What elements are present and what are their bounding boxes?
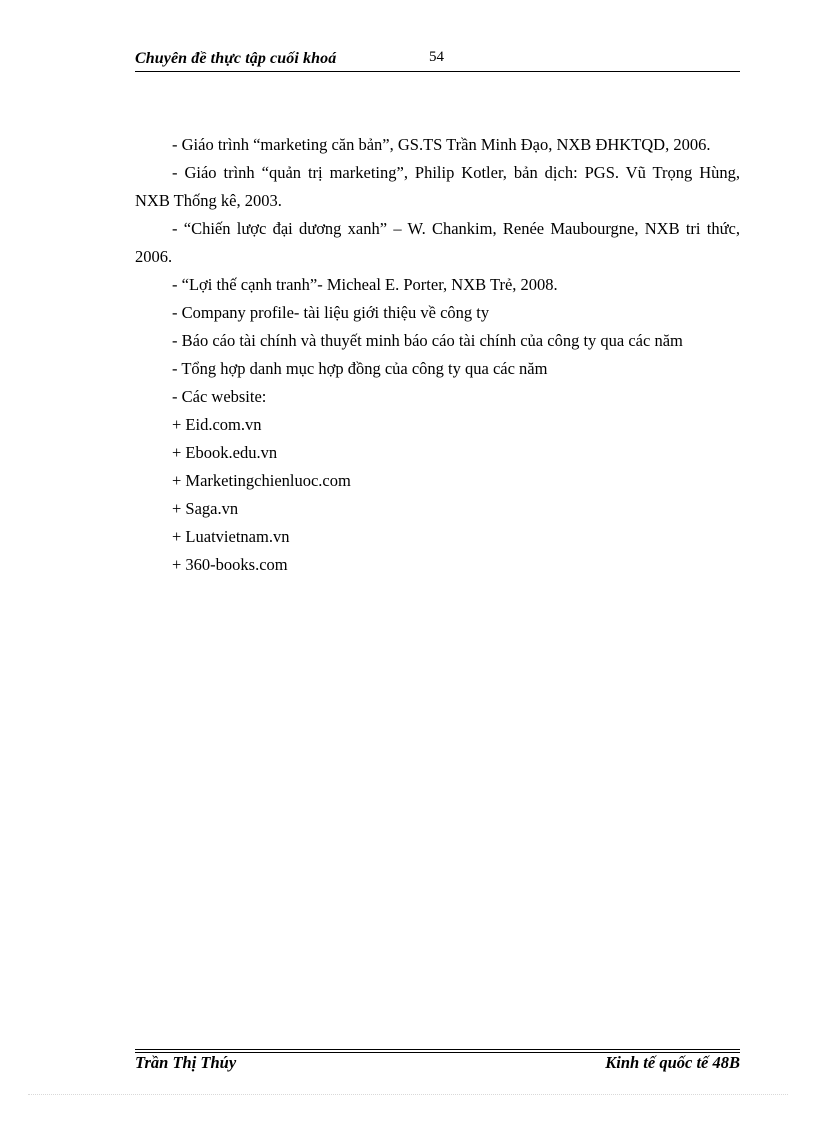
header-divider [135,71,740,72]
page-number: 54 [429,49,444,65]
reference-item: - Giáo trình “quản trị marketing”, Philip Kotler, bản dịch: PGS. Vũ Trọng Hùng, NXB Thống kê, 2003. [135,163,740,210]
website-item: + Ebook.edu.vn [172,443,278,462]
website-item: + Eid.com.vn [172,415,262,434]
page-footer [135,1053,740,1077]
footer-divider [135,1049,740,1050]
page-header [135,50,740,72]
website-item: + 360-books.com [172,555,288,574]
website-item: + Saga.vn [172,499,239,518]
reference-item: - Tổng hợp danh mục hợp đồng của công ty qua các năm [172,359,548,378]
reference-item: - Giáo trình “marketing căn bản”, GS.TS Trần Minh Đạo, NXB ĐHKTQD, 2006. [172,135,711,154]
footer-class: Kinh tế quốc tế 48B [605,1053,740,1072]
reference-item: - Company profile- tài liệu giới thiệu về công ty [172,303,490,322]
reference-item: - “Chiến lược đại dương xanh” – W. Chankim, Renée Maubourgne, NXB tri thức, 2006. [135,219,740,266]
website-item: + Marketingchienluoc.com [172,471,351,490]
website-item: + Luatvietnam.vn [172,527,290,546]
reference-item: - “Lợi thế cạnh tranh”- Micheal E. Porter, NXB Trẻ, 2008. [172,275,558,294]
page-edge [28,1094,788,1095]
reference-list [135,131,740,579]
reference-item: - Báo cáo tài chính và thuyết minh báo cáo tài chính của công ty qua các năm [172,331,683,350]
reference-item: - Các website: [172,387,267,406]
footer-author: Trần Thị Thúy [135,1053,237,1072]
header-title: Chuyên đề thực tập cuối khoá [135,50,337,67]
